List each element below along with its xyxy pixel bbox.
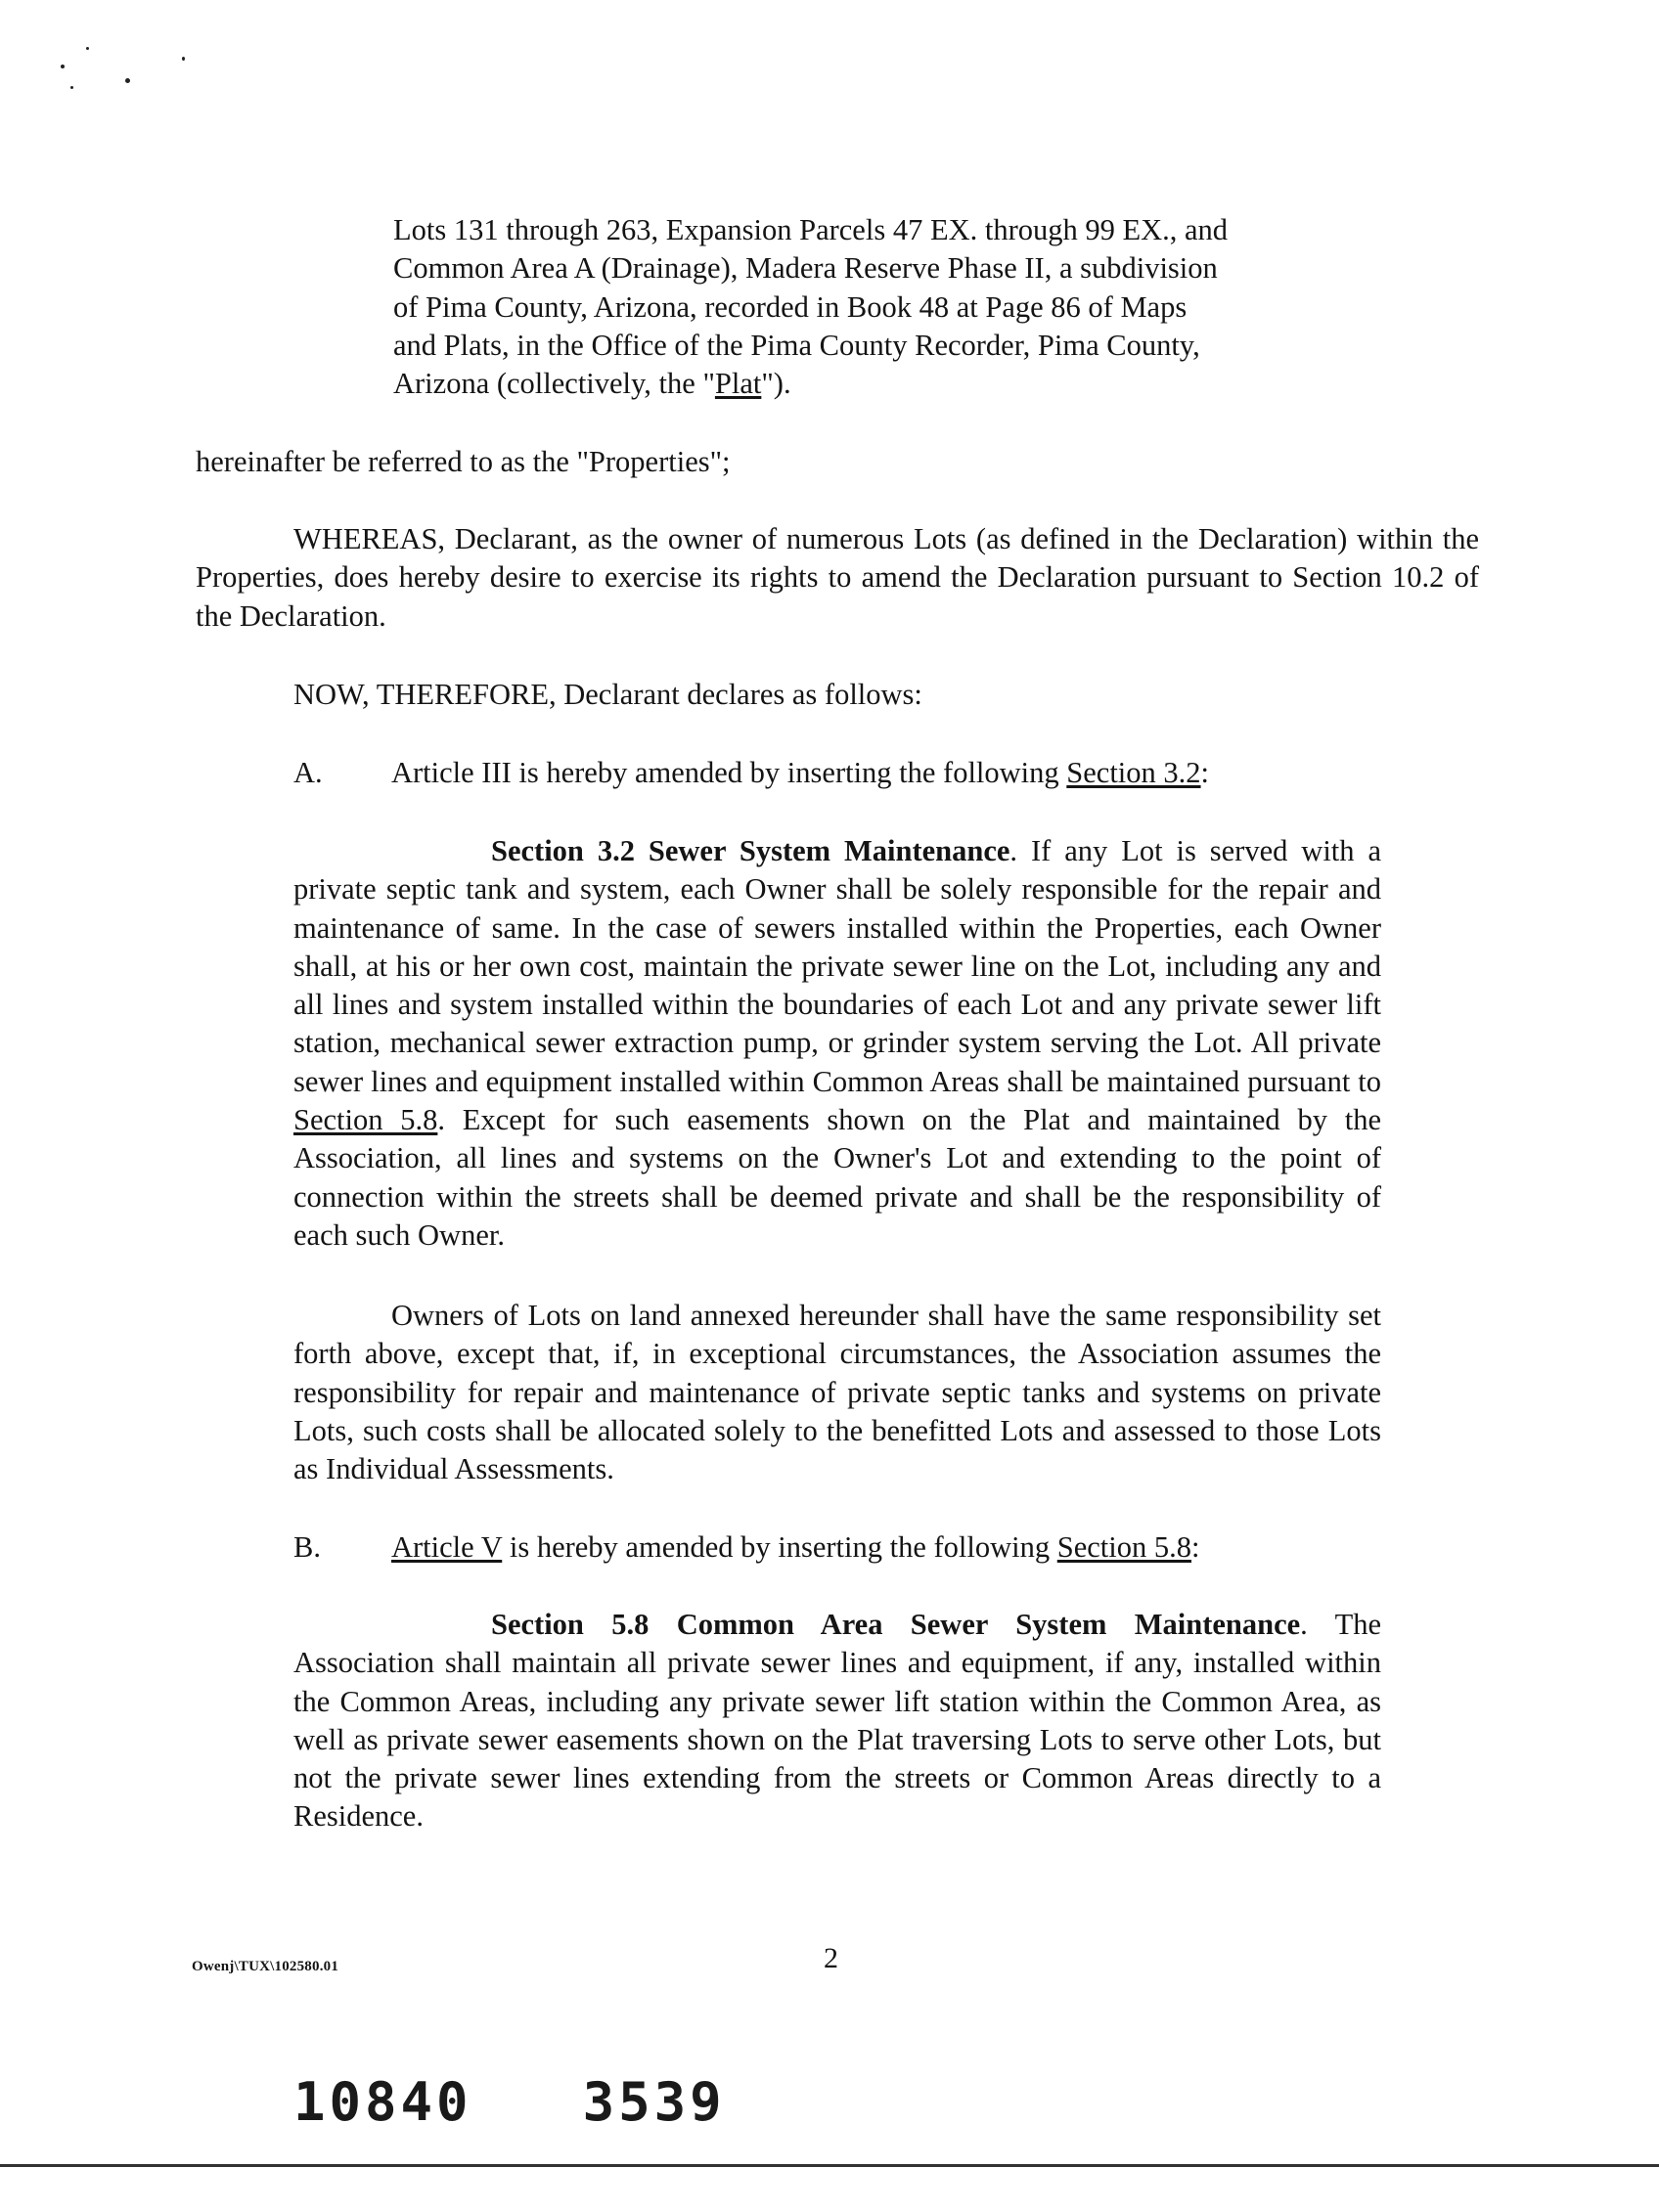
properties-line: hereinafter be referred to as the "Properties";: [196, 445, 731, 478]
owners-paragraph: Owners of Lots on land annexed hereunder shall have the same responsibility set forth above, except that, if, in exceptional circumstances, the Association assumes the responsibility for repair and maintenance of private septic tanks and systems on private Lots, such costs shall be allocated solely to the benefitted Lots and assessed to those Lots as Individual Assessments.: [293, 1299, 1381, 1486]
legal-description-line: Common Area A (Drainage), Madera Reserve Phase II, a subdivision: [393, 251, 1218, 286]
item-a-label: A.: [293, 756, 323, 789]
legal-description-line: of Pima County, Arizona, recorded in Book 48 at Page 86 of Maps: [393, 289, 1188, 324]
scan-speck: [61, 65, 65, 68]
section-5-8-heading: Section 5.8 Common Area Sewer System Maintenance: [491, 1608, 1301, 1641]
item-b-label: B.: [293, 1530, 321, 1564]
section-5-8-reference: Section 5.8: [293, 1103, 438, 1137]
scan-speck: [86, 47, 89, 50]
legal-description-line: Lots 131 through 263, Expansion Parcels 47 EX. through 99 EX., and: [393, 213, 1229, 246]
now-therefore-line: NOW, THEREFORE, Declarant declares as follows:: [293, 678, 922, 711]
section-5-8-reference: Section 5.8: [1056, 1530, 1191, 1564]
item-a: A. Article III is hereby amended by inserting the following Section 3.2:: [293, 754, 1369, 792]
plat-term: Plat: [714, 367, 762, 401]
scan-speck: [125, 78, 130, 83]
scan-speck: [182, 57, 185, 61]
page-number: 2: [824, 1942, 838, 1974]
section-3-2-heading: Section 3.2 Sewer System Maintenance: [491, 834, 1010, 867]
footer-document-id: Owenj\TUX\102580.01: [192, 1959, 339, 1974]
stamp-docket-number: 10840: [293, 2071, 472, 2133]
legal-description: [393, 211, 1313, 403]
recording-stamp: [293, 2071, 726, 2133]
stamp-page-number: 3539: [582, 2071, 726, 2133]
whereas-paragraph: WHEREAS, Declarant, as the owner of numerous Lots (as defined in the Declaration) within the Properties, does hereby desire to exercise its rights to amend the Declaration pursuant to Section 10.2 of the Declaration.: [196, 522, 1479, 633]
scan-speck: [70, 86, 73, 89]
article-v-reference: Article V: [391, 1530, 503, 1564]
section-3-2-paragraph: Section 3.2 Sewer System Maintenance. If any Lot is served with a private septic tank and system, each Owner shall be solely responsible for the repair and maintenance of same. In the case of sewers installed within the Properties, each Owner shall, at his or her own cost, maintain the private sewer line on the Lot, including any and all lines and system installed within the boundaries of each Lot and any private sewer lift station, mechanical sewer extraction pump, or grinder system serving the Lot. All private sewer lines and equipment installed within Common Areas shall be maintained pursuant to Section 5.8. Except for such easements shown on the Plat and maintained by the Association, all lines and systems on the Owner's Lot and extending to the point of connection within the streets shall be deemed private and shall be the responsibility of each such Owner.: [293, 834, 1381, 1252]
section-5-8-paragraph: Section 5.8 Common Area Sewer System Maintenance. The Association shall maintain all private sewer lines and equipment, if any, installed within the Common Areas, including any private sewer lift station within the Common Area, as well as private sewer easements shown on the Plat traversing Lots to serve other Lots, but not the private sewer lines extending from the streets or Common Areas directly to a Residence.: [293, 1608, 1381, 1834]
item-b: B. Article V is hereby amended by inserting the following Section 5.8:: [293, 1528, 1369, 1567]
legal-description-line: Arizona (collectively, the "Plat").: [393, 367, 791, 401]
legal-description-line: and Plats, in the Office of the Pima County Recorder, Pima County,: [393, 328, 1200, 362]
bottom-rule: [0, 2164, 1659, 2167]
section-3-2-reference: Section 3.2: [1066, 756, 1201, 789]
